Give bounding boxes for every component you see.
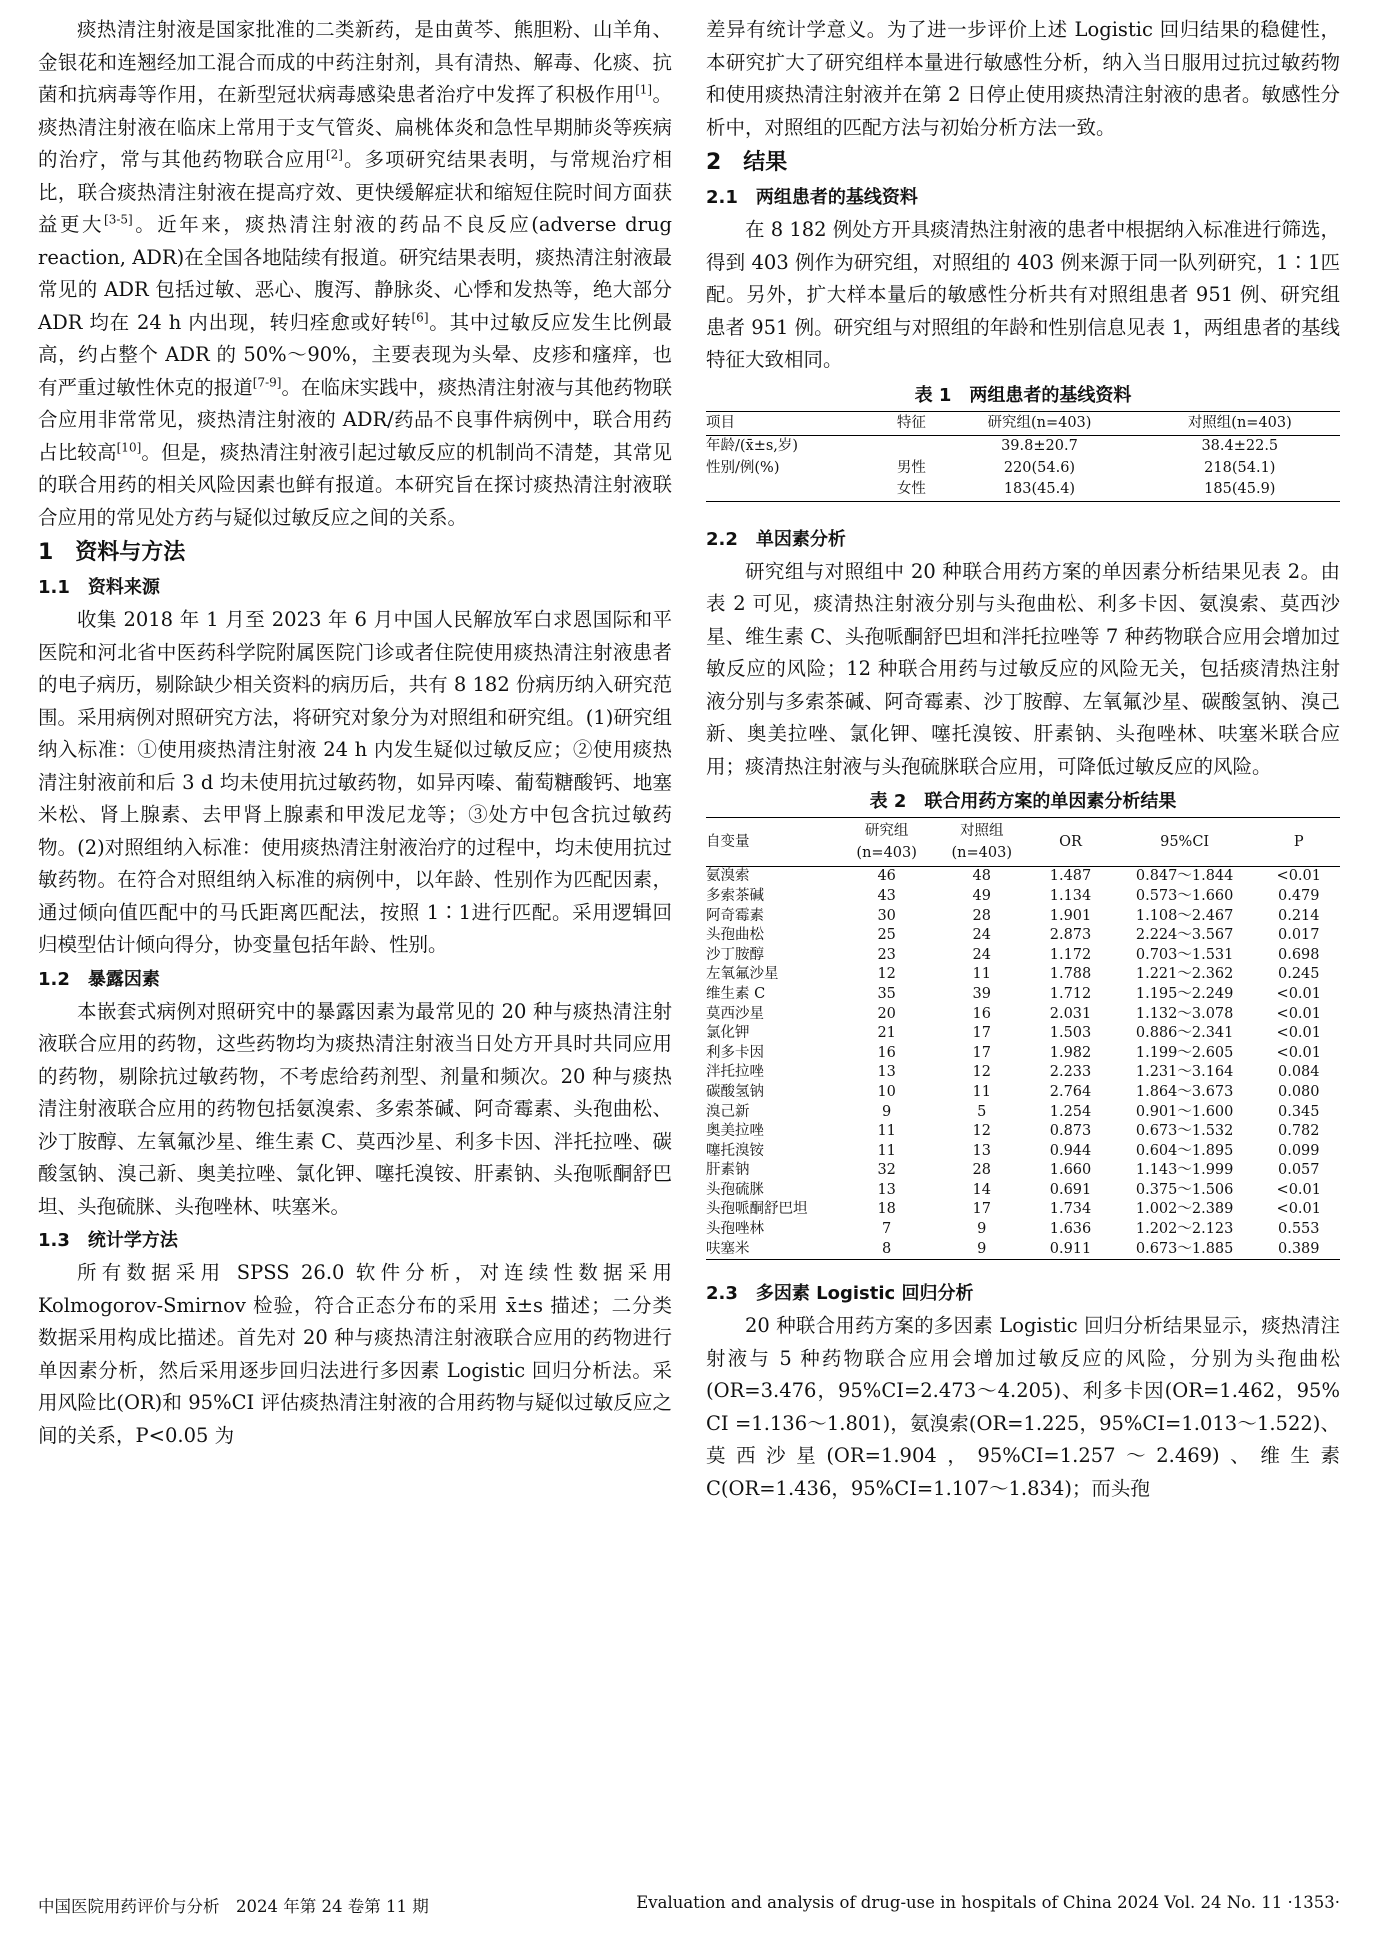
table1-header: 特征 [883,411,939,436]
table-row: 溴己新 9 5 1.254 0.901～1.600 0.345 [706,1103,1320,1120]
stats-paragraph: 所有数据采用 SPSS 26.0 软件分析，对连续性数据采用 Kolmogorov-Smirnov 检验，符合正态分布的采用 x̄±s 描述；二分类数据采用构成比描述。首先对 20 种与痰热清注射液联合应用的药物进行单因素分析，然后采用逐步回归法进行多因素 Logistic 回归分析法。采用风险比(OR)和 95%CI 评估痰热清注射液的合用药物与疑似过敏反应之间的关系，P<0.05 为 [38,1261,672,1447]
table-row: 肝素钠 32 28 1.660 1.143～1.999 0.057 [706,1162,1320,1179]
subsection-heading-1-2: 1.2 暴露因素 [38,968,160,990]
table-row: 泮托拉唑 13 12 2.233 1.231～3.164 0.084 [706,1064,1320,1081]
table1-header: 研究组(n=403) [939,411,1139,436]
table-row: 头孢唑林 7 9 1.636 1.202～2.123 0.553 [706,1221,1320,1238]
subsection-heading-1-1: 1.1 资料来源 [38,577,160,598]
source-paragraph: 收集 2018 年 1 月至 2023 年 6 月中国人民解放军白求恩国际和平医院和河北省中医药科学院附属医院门诊或者住院使用痰热清注射液患者的电子病历，剔除缺少相关资料的病历后，共有 8 182 份病历纳入研究范围。采用病例对照研究方法，将研究对象分为对照组和研究组。(1)研究组纳入标准：①使用痰热清注射液 24 h 内发生疑似过敏反应；②使用痰热清注射液前和后 3 d 均未使用抗过敏药物，如异丙嗪、葡萄糖酸钙、地塞米松、肾上腺素、去甲肾上腺素和甲泼尼龙等；③处方中包含抗过敏药物。(2)对照组纳入标准：使用痰热清注射液治疗的过程中，均未使用抗过敏药物。在符合对照组纳入标准的病例中，以年龄、性别作为匹配因素，通过倾向值匹配中的马氏距离匹配法，按照 1∶1进行匹配。采用逻辑回归模型估计倾向得分，协变量包括年龄、性别。 [38,608,672,956]
table-row: 头孢硫脒 13 14 0.691 0.375～1.506 <0.01 [706,1181,1321,1198]
table-row: 阿奇霉素 30 28 1.901 1.108～2.467 0.214 [706,907,1320,924]
table-row: 氨溴索 46 48 1.487 0.847～1.844 <0.01 [706,868,1321,885]
table2-header: OR [1029,818,1111,867]
table-row: 左氧氟沙星 12 11 1.788 1.221～2.362 0.245 [706,966,1320,983]
footer-journal-en: Evaluation and analysis of drug-use in hospitals of China 2024 Vol. 24 No. 11 ·1353· [636,1893,1340,1912]
table2-header: 95%CI [1112,818,1258,867]
subsection-heading-2-2: 2.2 单因素分析 [706,528,846,550]
subsection-heading-2-1: 2.1 两组患者的基线资料 [706,187,918,208]
table2 [706,817,1340,1260]
table-row: 年龄/(x̄±s,岁) 39.8±20.7 38.4±22.5 [706,438,1279,455]
table-row: 奥美拉唑 11 12 0.873 0.673～1.532 0.782 [706,1123,1320,1140]
table-row: 多索茶碱 43 49 1.134 0.573～1.660 0.479 [706,887,1320,904]
table-row: 维生素 C 35 39 1.712 1.195～2.249 <0.01 [706,985,1321,1002]
table-row: 沙丁胺醇 23 24 1.172 0.703～1.531 0.698 [706,946,1320,963]
table-row: 碳酸氢钠 10 11 2.764 1.864～3.673 0.080 [706,1083,1320,1100]
table1 [706,411,1340,502]
table-row: 头孢哌酮舒巴坦 18 17 1.734 1.002～2.389 <0.01 [706,1201,1321,1218]
table1-header: 项目 [706,411,883,436]
table-row: 莫西沙星 20 16 2.031 1.132～3.078 <0.01 [706,1005,1321,1022]
subsection-heading-2-3: 2.3 多因素 Logistic 回归分析 [706,1283,974,1305]
baseline-paragraph: 在 8 182 例处方开具痰清热注射液的患者中根据纳入标准进行筛选，得到 403 例作为研究组，对照组的 403 例来源于同一队列研究，1∶1匹配。另外，扩大样本量后的敏感性分析共有对照组患者 951 例、研究组患者 951 例。研究组与对照组的年龄和性别信息见表 1，两组患者的基线特征大致相同。 [706,218,1340,371]
section-heading-results: 2 结果 [706,150,788,175]
table-row: 女性 183(45.4) 185(45.9) [896,481,1276,498]
table1-header: 对照组(n=403) [1140,411,1340,436]
table2-header: 研究组 (n=403) [839,818,934,867]
table2-header: 对照组 (n=403) [934,818,1029,867]
right-column [706,14,1340,1505]
multivariate-paragraph: 20 种联合用药方案的多因素 Logistic 回归分析结果显示，痰热清注射液与 5 种药物联合应用会增加过敏反应的风险，分别为头孢曲松(OR=3.476，95%CI=2.473～4.205)、利多卡因(OR=1.462，95% CI =1.136～1.801)，氨溴索(OR=1.225，95%CI=1.013～1.522)、莫西沙星(OR=1.904，95%CI=1.257～2.469)、维生素 C(OR=1.436，95%CI=1.107～1.834)；而头孢 [706,1314,1340,1500]
table-row: 性别/例(%) 男性 220(54.6) 218(54.1) [706,459,1276,476]
footer-journal-cn: 中国医院用药评价与分析 2024 年第 24 卷第 11 期 [38,1897,429,1916]
univariate-paragraph: 研究组与对照组中 20 种联合用药方案的单因素分析结果见表 2。由表 2 可见，痰清热注射液分别与头孢曲松、利多卡因、氨溴索、莫西沙星、维生素 C、头孢哌酮舒巴坦和泮托拉唑等 7 种药物联合应用会增加过敏反应的风险；12 种联合用药与过敏反应的风险无关，包括痰清热注射液分别与多索茶碱、阿奇霉素、沙丁胺醇、左氧氟沙星、碳酸氢钠、溴己新、奥美拉唑、氯化钾、噻托溴铵、肝素钠、头孢唑林、呋塞米联合应用；痰清热注射液与头孢硫脒联合应用，可降低过敏反应的风险。 [706,559,1340,778]
table-row: 利多卡因 16 17 1.982 1.199～2.605 <0.01 [706,1044,1321,1061]
intro-paragraph: 痰热清注射液是国家批准的二类新药，是由黄芩、熊胆粉、山羊角、金银花和连翘经加工混合而成的中药注射剂，具有清热、解毒、化痰、抗菌和抗病毒等作用，在新型冠状病毒感染患者治疗中发挥了积极作用[1]。痰热清注射液在临床上常用于支气管炎、扁桃体炎和急性早期肺炎等疾病的治疗，常与其他药物联合应用[2]。多项研究结果表明，与常规治疗相比，联合痰热清注射液在提高疗效、更快缓解症状和缩短住院时间方面获益更大[3-5]。近年来，痰热清注射液的药品不良反应(adverse drug reaction, ADR)在全国各地陆续有报道。研究结果表明，痰热清注射液最常见的 ADR 包括过敏、恶心、腹泻、静脉炎、心悸和发热等，绝大部分 ADR 均在 24 h 内出现，转归痊愈或好转[6]。其中过敏反应发生比例最高，约占整个 ADR 的 50%～90%，主要表现为头晕、皮疹和瘙痒，也有严重过敏性休克的报道[7-9]。在临床实践中，痰热清注射液与其他药物联合应用非常常见，痰热清注射液的 ADR/药品不良事件病例中，联合用药占比较高[10]。但是，痰热清注射液引起过敏反应的机制尚不清楚，其常见的联合用药的相关风险因素也鲜有报道。本研究旨在探讨痰热清注射液联合应用的常见处方药与疑似过敏反应之间的关系。 [38,18,672,529]
stats-continuation: 差异有统计学意义。为了进一步评价上述 Logistic 回归结果的稳健性，本研究扩大了研究组样本量进行敏感性分析，纳入当日服用过抗过敏药物和使用痰热清注射液并在第 2 日停止使用痰热清注射液的患者。敏感性分析中，对照组的匹配方法与初始分析方法一致。 [706,18,1340,139]
table-row: 噻托溴铵 11 13 0.944 0.604～1.895 0.099 [706,1142,1320,1159]
table2-header: P [1258,818,1340,867]
table-row: 氯化钾 21 17 1.503 0.886～2.341 <0.01 [706,1025,1321,1042]
subsection-heading-1-3: 1.3 统计学方法 [38,1230,178,1251]
table2-caption: 表 2 联合用药方案的单因素分析结果 [869,791,1177,813]
table2-header: 自变量 [706,818,839,867]
table-row: 头孢曲松 25 24 2.873 2.224～3.567 0.017 [706,927,1320,944]
left-column [38,14,672,1452]
exposure-paragraph: 本嵌套式病例对照研究中的暴露因素为最常见的 20 种与痰热清注射液联合应用的药物，这些药物均为痰热清注射液当日处方开具时共同应用的药物，剔除抗过敏药物，不考虑给药剂型、剂量和频次。20 种与痰热清注射液联合应用的药物包括氨溴索、多索茶碱、阿奇霉素、头孢曲松、沙丁胺醇、左氧氟沙星、维生素 C、莫西沙星、利多卡因、泮托拉唑、碳酸氢钠、溴己新、奥美拉唑、氯化钾、噻托溴铵、肝素钠、头孢哌酮舒巴坦、头孢硫脒、头孢唑林、呋塞米。 [38,999,672,1218]
section-heading-methods: 1 资料与方法 [38,540,186,565]
table-row: 呋塞米 8 9 0.911 0.673～1.885 0.389 [706,1240,1320,1257]
table1-caption: 表 1 两组患者的基线资料 [914,384,1132,406]
